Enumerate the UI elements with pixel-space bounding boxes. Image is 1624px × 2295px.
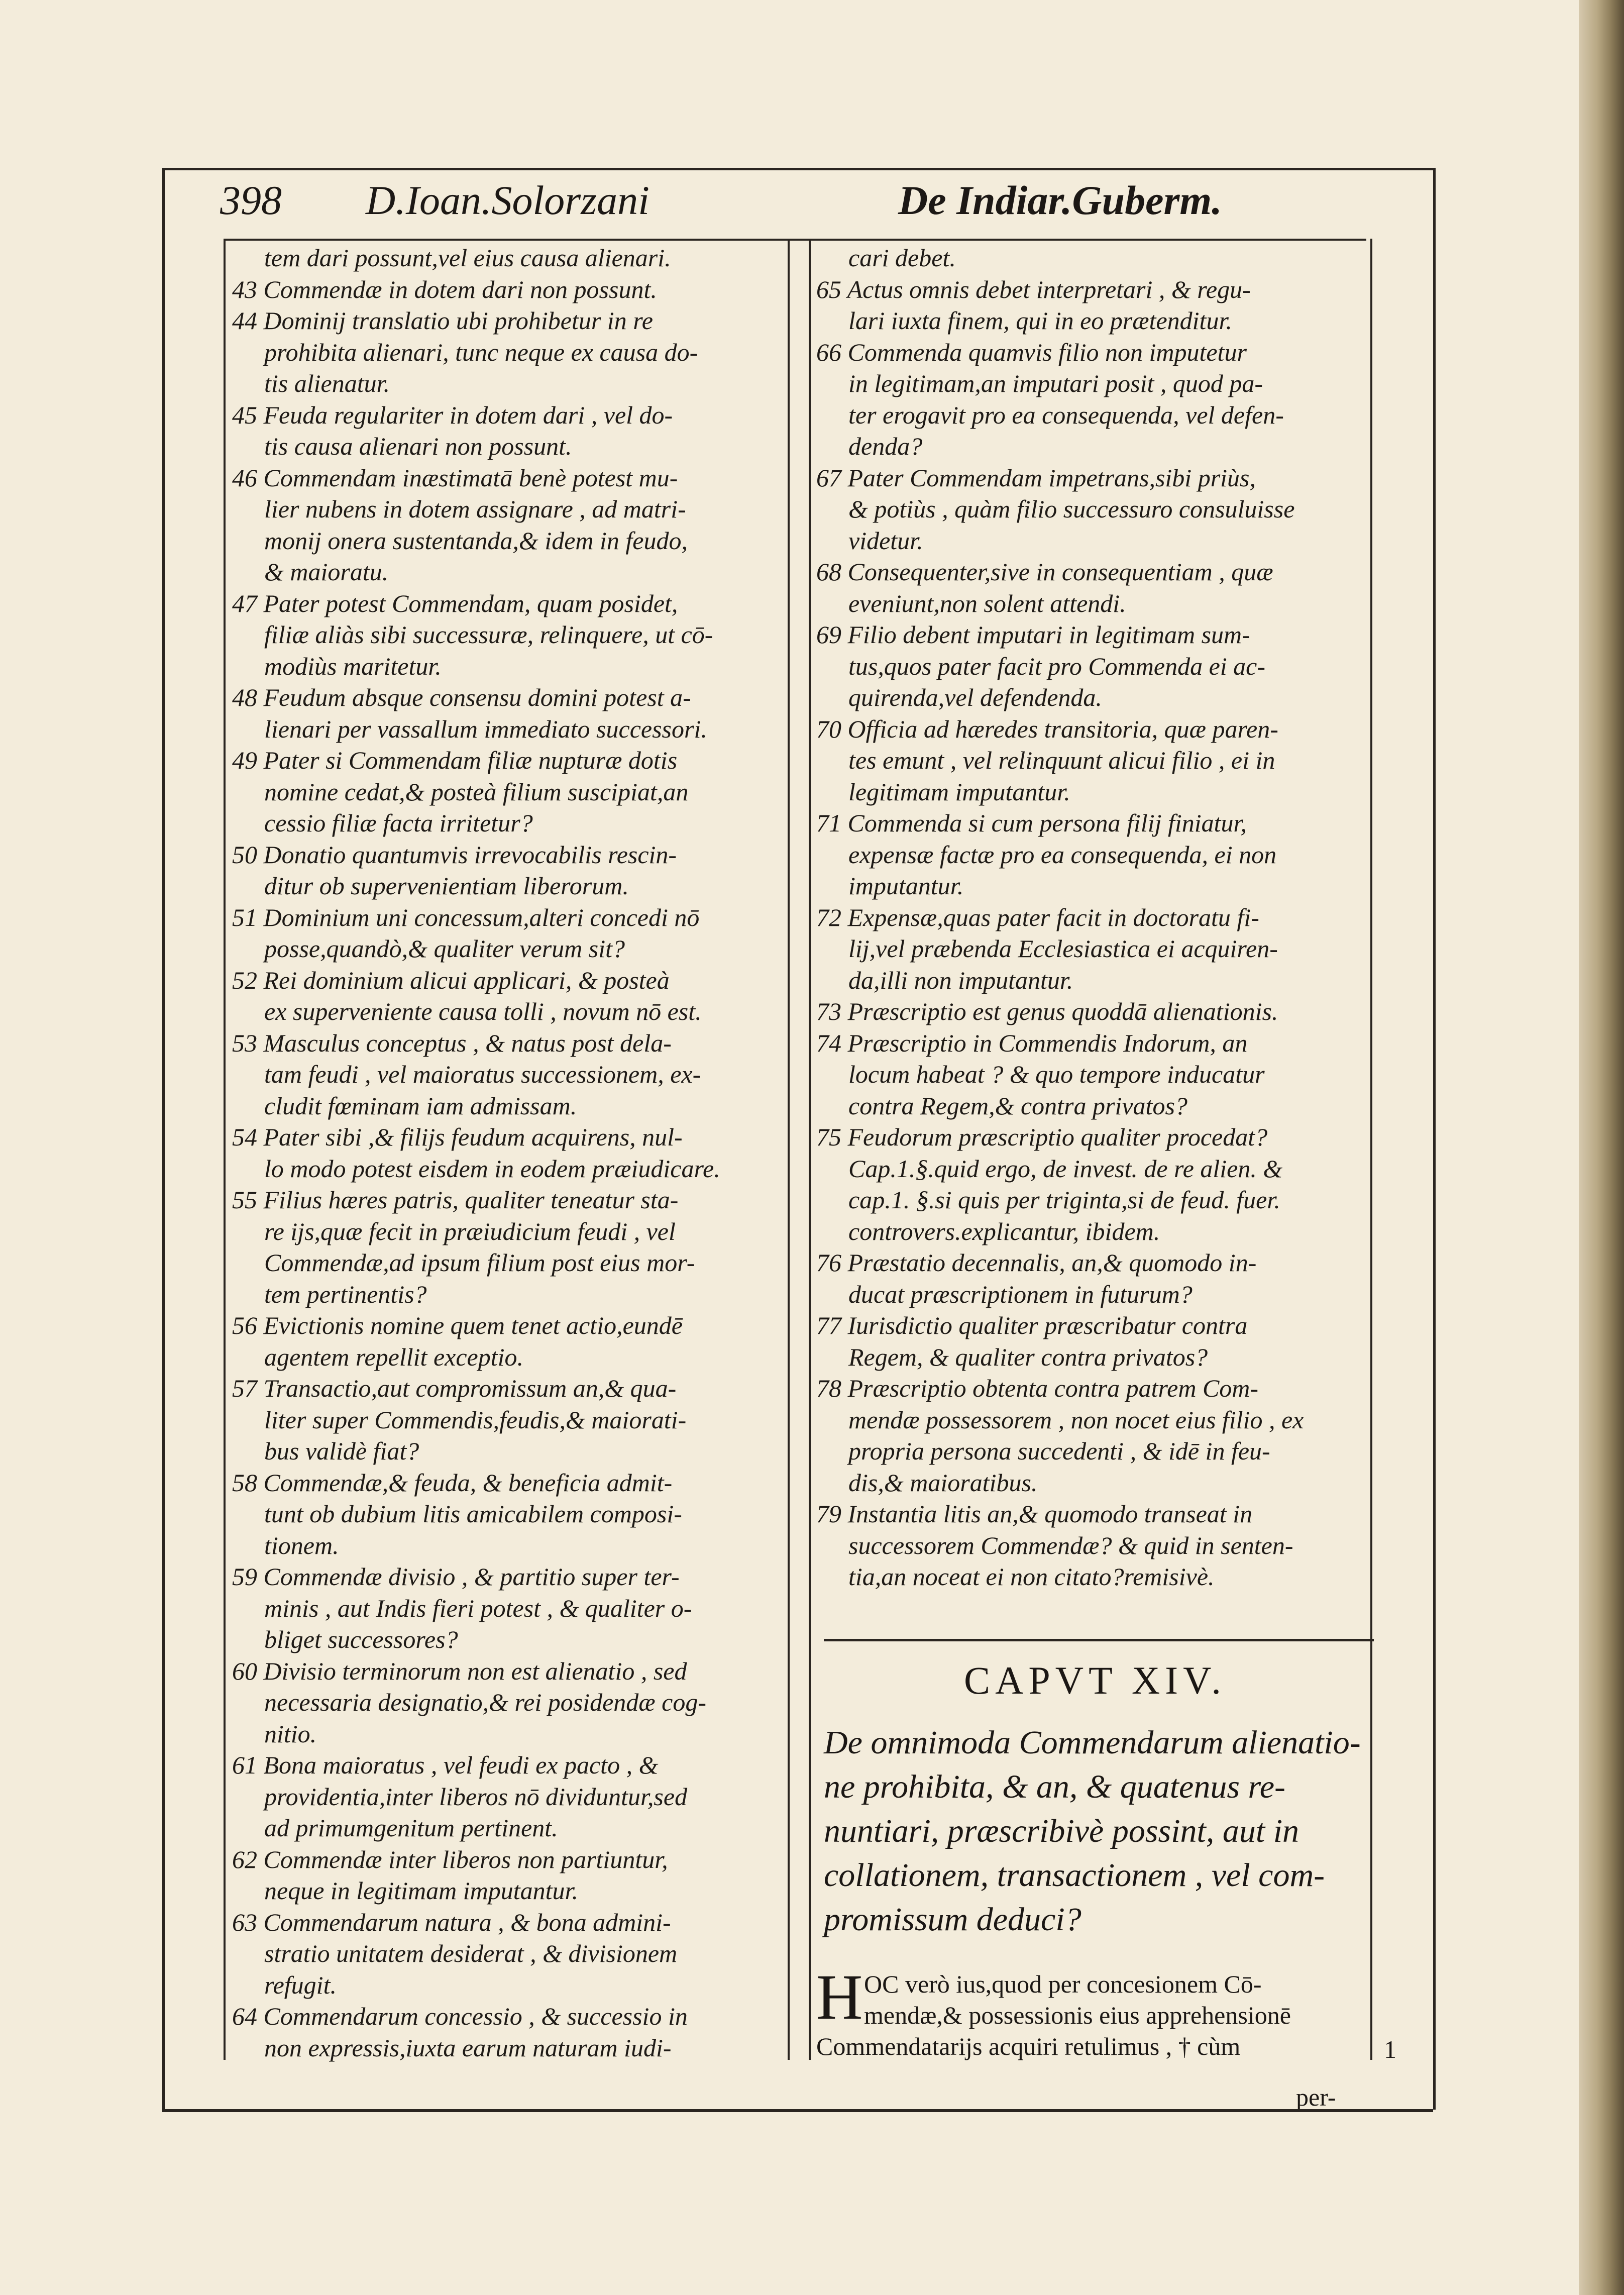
summary-line: prohibita alienari, tunc neque ex causa do- [264,338,698,366]
summary-line: agentem repellit exceptio. [264,1342,523,1371]
summary-line: ex superveniente causa tolli , novum nō est. [264,997,702,1025]
summary-line: successorem Commendæ? & quid in senten- [848,1531,1293,1559]
summary-line: 63 Commendarum natura , & bona admini- [232,1908,671,1936]
summary-line: 71 Commenda si cum persona filij finiatur, [816,809,1247,837]
chapter-body-line: mendæ,& possessionis eius apprehensionē [864,2001,1291,2029]
summary-line: 60 Divisio terminorum non est alienatio , sed [232,1656,687,1685]
summary-line: tem pertinentis? [264,1280,427,1308]
running-author: D.Ioan.Solorzani [366,177,649,223]
summary-line: 52 Rei dominium alicui applicari, & posteà [232,966,670,994]
chapter-subtitle-line: collationem, transactionem , vel com- [824,1857,1325,1894]
summary-line: dis,& maioratibus. [848,1468,1038,1497]
summary-line: 78 Præscriptio obtenta contra patrem Com- [816,1374,1259,1402]
summary-line: 57 Transactio,aut compromissum an,& qua- [232,1374,677,1402]
summary-line: quirenda,vel defendenda. [848,683,1102,711]
summary-line: providentia,inter liberos nō dividuntur,sed [264,1782,688,1811]
chapter-body [816,1961,1374,2062]
summary-line: 54 Pater sibi ,& filijs feudum acquirens, nul- [232,1123,683,1151]
summary-line: neque in legitimam imputantur. [264,1876,578,1905]
summary-line: locum habeat ? & quo tempore inducatur [848,1060,1265,1088]
summary-line: ditur ob supervenientiam liberorum. [264,872,629,900]
summary-line: monij onera sustentanda,& idem in feudo, [264,526,688,555]
summary-line: 65 Actus omnis debet interpretari , & regu- [816,275,1251,303]
chapter-body-line: Commendatarijs acquiri retulimus , † cùm [816,2032,1241,2060]
summary-line: legitimam imputantur. [848,777,1070,806]
bottom-rule [162,2109,1433,2112]
summary-line: tus,quos pater facit pro Commenda ei ac- [848,652,1266,680]
summary-left-column [232,242,785,2063]
summary-line: 73 Præscriptio est genus quoddā alienationis. [816,997,1278,1025]
header-rule [224,239,1366,241]
summary-line: lari iuxta finem, qui in eo prætenditur. [848,306,1232,335]
summary-right-column [816,242,1374,1593]
summary-line: lo modo potest eisdem in eodem præiudicare. [264,1154,720,1183]
summary-line: nomine cedat,& posteà filium suscipiat,an [264,777,689,806]
summary-line: 58 Commendæ,& feuda, & beneficia admit- [232,1468,673,1497]
summary-line: filiæ aliàs sibi successuræ, relinquere, ut cō- [264,620,713,649]
summary-line: 51 Dominium uni concessum,alteri concedi nō [232,903,700,931]
chapter-subtitle-line: De omnimoda Commendarum alienatio- [824,1724,1361,1761]
summary-line: Cap.1.§.quid ergo, de invest. de re alien. & [848,1154,1283,1183]
summary-line: stratio unitatem desiderat , & divisionem [264,1939,678,1967]
chapter-subtitle-line: nuntiari, præscribivè possint, aut in [824,1813,1300,1849]
chapter-subtitle-line: promissum deduci? [824,1901,1081,1938]
summary-line: cessio filiæ facta irritetur? [264,809,533,837]
summary-line: ter erogavit pro ea consequenda, vel defen- [848,400,1284,429]
summary-line: refugit. [264,1970,337,1999]
summary-line: 62 Commendæ inter liberos non partiuntur, [232,1845,668,1873]
summary-line: ducat præscriptionem in futurum? [848,1280,1193,1308]
summary-line: 70 Officia ad hæredes transitoria, quæ paren- [816,714,1278,743]
summary-line: tia,an noceat ei non citato?remisivè. [848,1562,1215,1591]
drop-cap: H [816,1961,863,2033]
chapter-rule [824,1639,1374,1641]
summary-line: mendæ possessorem , non nocet eius filio , ex [848,1405,1304,1434]
page-number: 398 [220,177,282,223]
summary-line: tem dari possunt,vel eius causa alienari. [264,244,671,272]
summary-line: non expressis,iuxta earum naturam iudi- [264,2033,672,2062]
summary-line: tionem. [264,1531,339,1559]
summary-line: minis , aut Indis fieri potest , & qualiter o- [264,1594,692,1622]
summary-line: 64 Commendarum concessio , & successio in [232,2002,688,2030]
left-column-divider [788,239,790,2060]
summary-line: tam feudi , vel maioratus successionem, ex- [264,1060,701,1088]
summary-line: 74 Præscriptio in Commendis Indorum, an [816,1028,1248,1057]
summary-line: 77 Iurisdictio qualiter præscribatur contra [816,1311,1248,1339]
chapter-subtitle [824,1721,1376,1942]
summary-line: 66 Commenda quamvis filio non imputetur [816,338,1247,366]
summary-line: 67 Pater Commendam impetrans,sibi priùs, [816,463,1256,492]
summary-line: 55 Filius hæres patris, qualiter teneatur sta- [232,1186,679,1214]
summary-line: in legitimam,an imputari posit , quod pa- [848,369,1263,397]
summary-line: 44 Dominij translatio ubi prohibetur in re [232,306,653,335]
summary-line: 76 Præstatio decennalis, an,& quomodo in- [816,1248,1257,1277]
summary-line: tes emunt , vel relinquunt alicui filio , ei in [848,746,1275,774]
summary-line: denda? [848,432,923,460]
summary-line: bliget successores? [264,1625,458,1653]
summary-line: 75 Feudorum præscriptio qualiter procedat? [816,1123,1268,1151]
summary-line: cludit fœminam iam admissam. [264,1091,577,1120]
summary-line: bus validè fiat? [264,1437,419,1465]
summary-line: posse,quandò,& qualiter verum sit? [264,934,625,963]
summary-line: ad primumgenitum pertinent. [264,1814,558,1842]
summary-line: nitio. [264,1719,317,1748]
left-column-rule [224,239,226,2060]
summary-line: tis causa alienari non possunt. [264,432,572,460]
summary-line: Regem, & qualiter contra privatos? [848,1342,1208,1371]
summary-line: 43 Commendæ in dotem dari non possunt. [232,275,657,303]
summary-line: 45 Feuda regulariter in dotem dari , vel do- [232,400,673,429]
summary-line: Commendæ,ad ipsum filium post eius mor- [264,1248,695,1277]
summary-line: tunt ob dubium litis amicabilem composi- [264,1500,682,1528]
summary-line: re ijs,quæ fecit in præiudicium feudi , vel [264,1217,676,1245]
summary-line: 46 Commendam inæstimatā benè potest mu- [232,463,678,492]
summary-line: liter super Commendis,feudis,& maiorati- [264,1405,687,1434]
margin-note-number: 1 [1384,2035,1396,2063]
chapter-title: CAPVT XIV. [964,1658,1226,1702]
summary-line: tis alienatur. [264,369,390,397]
summary-line: cap.1. §.si quis per triginta,si de feud. fuer. [848,1186,1280,1214]
right-column-divider [809,239,811,2060]
summary-line: 56 Evictionis nomine quem tenet actio,eundē [232,1311,683,1339]
summary-line: lij,vel præbenda Ecclesiastica ei acquiren- [848,934,1278,963]
summary-line: lier nubens in dotem assignare , ad matri- [264,495,686,523]
running-title: De Indiar.Guberm. [898,177,1222,223]
catchword: per- [1296,2083,1336,2111]
summary-line: & potiùs , quàm filio successuro consuluisse [848,495,1295,523]
summary-line: expensæ factæ pro ea consequenda, ei non [848,840,1277,869]
summary-line: 48 Feudum absque consensu domini potest a- [232,683,691,711]
summary-line: necessaria designatio,& rei posidendæ cog- [264,1688,706,1716]
summary-line: 59 Commendæ divisio , & partitio super ter- [232,1562,680,1591]
summary-line: 50 Donatio quantumvis irrevocabilis rescin- [232,840,677,869]
summary-line: controvers.explicantur, ibidem. [848,1217,1160,1245]
summary-line: 49 Pater si Commendam filiæ nupturæ dotis [232,746,678,774]
summary-line: eveniunt,non solent attendi. [848,589,1126,617]
summary-line: contra Regem,& contra privatos? [848,1091,1187,1120]
chapter-subtitle-line: ne prohibita, & an, & quatenus re- [824,1768,1286,1805]
summary-line: 69 Filio debent imputari in legitimam sum- [816,620,1250,649]
summary-line: 53 Masculus conceptus , & natus post dela- [232,1028,672,1057]
summary-line: 61 Bona maioratus , vel feudi ex pacto , & [232,1751,659,1779]
summary-line: imputantur. [848,872,964,900]
summary-line: cari debet. [848,244,956,272]
summary-line: 68 Consequenter,sive in consequentiam , quæ [816,558,1273,586]
summary-line: propria persona succedenti , & idē in feu- [848,1437,1270,1465]
summary-line: 47 Pater potest Commendam, quam posidet, [232,589,678,617]
summary-line: videtur. [848,526,923,555]
summary-line: 72 Expensæ,quas pater facit in doctoratu fi- [816,903,1259,931]
chapter-body-line: OC verò ius,quod per concesionem Cō- [864,1970,1262,1998]
summary-line: & maioratu. [264,558,389,586]
running-header [220,177,1395,237]
book-binding-edge [1579,0,1624,2295]
summary-line: da,illi non imputantur. [848,966,1073,994]
summary-line: modiùs maritetur. [264,652,442,680]
summary-line: lienari per vassallum immediato successori. [264,714,707,743]
summary-line: 79 Instantia litis an,& quomodo transeat in [816,1500,1253,1528]
